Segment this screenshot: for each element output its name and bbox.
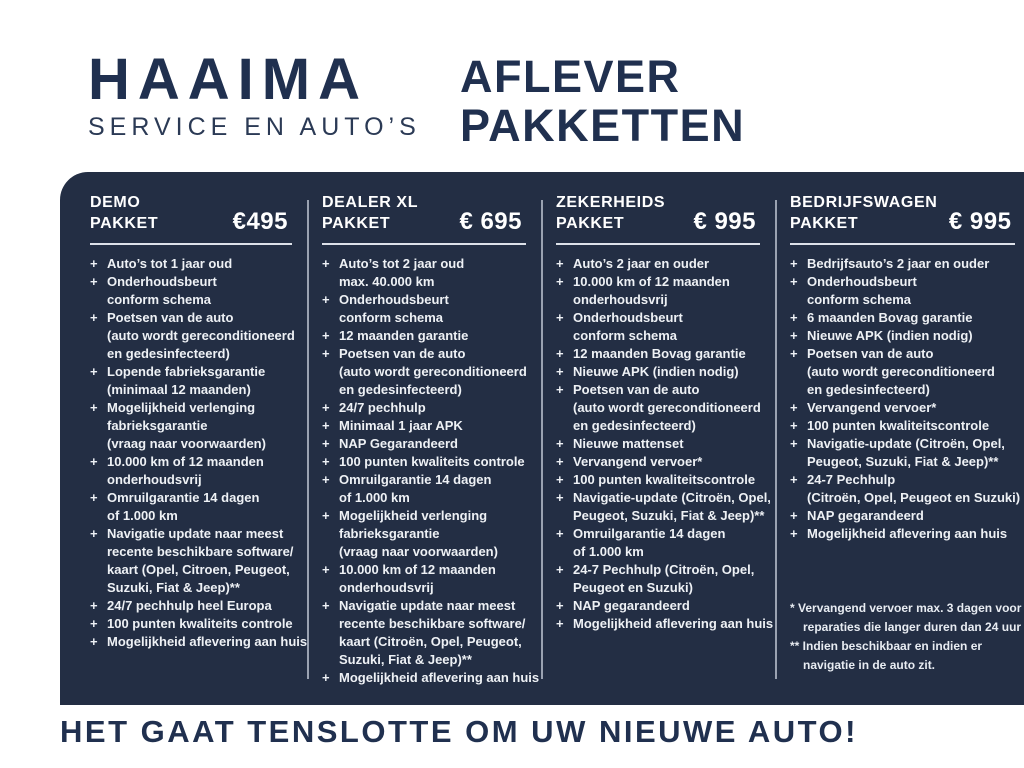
plus-icon: + xyxy=(556,598,564,613)
package-item xyxy=(790,327,1021,345)
package-item-text: Vervangend vervoer* xyxy=(807,400,937,415)
plus-icon: + xyxy=(90,400,98,415)
package-title-line1: DEALER XL xyxy=(322,194,419,211)
package-item-text: 10.000 km of 12 maanden xyxy=(107,454,264,469)
package-column xyxy=(60,192,308,687)
package-item xyxy=(790,525,1021,543)
plus-icon: + xyxy=(790,310,798,325)
plus-icon: + xyxy=(90,454,98,469)
package-item-continuation: Peugeot, Suzuki, Fiat & Jeep)** xyxy=(573,508,765,523)
package-item xyxy=(790,399,1021,417)
plus-icon: + xyxy=(90,598,98,613)
plus-icon: + xyxy=(556,382,564,397)
package-item xyxy=(790,273,1021,309)
package-item-text: Mogelijkheid verlenging xyxy=(107,400,256,415)
package-item-text: Poetsen van de auto xyxy=(807,346,934,361)
plus-icon: + xyxy=(790,436,798,451)
package-item-text: NAP gegarandeerd xyxy=(573,598,690,613)
package-item-continuation: of 1.000 km xyxy=(573,544,644,559)
package-item-text: 10.000 km of 12 maanden xyxy=(573,274,730,289)
package-item-continuation: (minimaal 12 maanden) xyxy=(107,382,251,397)
plus-icon: + xyxy=(556,346,564,361)
package-item-line xyxy=(556,273,766,291)
package-item xyxy=(790,417,1021,435)
package-item-continuation: (auto wordt gereconditioneerd xyxy=(339,364,527,379)
package-item-line xyxy=(322,561,532,579)
package-item-text: 24-7 Pechhulp (Citroën, Opel, xyxy=(573,562,755,577)
package-item-text: 10.000 km of 12 maanden xyxy=(339,562,496,577)
plus-icon: + xyxy=(90,526,98,541)
package-item-continuation: recente beschikbare software/ xyxy=(107,544,294,559)
package-item-continuation: onderhoudsvrij xyxy=(573,292,668,307)
package-item-continuation: (vraag naar voorwaarden) xyxy=(107,436,266,451)
plus-icon: + xyxy=(322,400,330,415)
package-item-text: Onderhoudsbeurt xyxy=(107,274,217,289)
package-header xyxy=(790,192,1021,234)
plus-icon: + xyxy=(790,472,798,487)
package-item-list xyxy=(556,255,774,633)
package-item xyxy=(322,417,532,435)
package-item-continuation: of 1.000 km xyxy=(339,490,410,505)
footnote-continuation: navigatie in de auto zit. xyxy=(803,658,936,672)
logo-name: HAAIMA xyxy=(88,47,368,112)
package-item-line xyxy=(322,597,532,615)
package-item-line xyxy=(556,597,766,615)
plus-icon: + xyxy=(322,454,330,469)
footnotes xyxy=(790,599,1021,675)
package-title-line1: DEMO xyxy=(90,194,141,211)
package-item xyxy=(90,597,298,615)
package-item xyxy=(790,255,1021,273)
package-item-line xyxy=(790,435,1021,453)
package-item xyxy=(556,255,766,273)
package-item xyxy=(790,471,1021,507)
package-item xyxy=(556,273,766,309)
package-item-text: 24/7 pechhulp xyxy=(339,400,426,415)
package-item-line xyxy=(790,273,1021,291)
package-title-line2: PAKKET xyxy=(556,215,625,232)
plus-icon: + xyxy=(322,292,330,307)
plus-icon: + xyxy=(322,598,330,613)
package-item-continuation: en gedesinfecteerd) xyxy=(807,382,930,397)
package-item xyxy=(322,453,532,471)
package-item-text: Auto’s 2 jaar en ouder xyxy=(573,256,710,271)
package-item-line xyxy=(556,453,766,471)
package-item-line xyxy=(90,309,298,327)
plus-icon: + xyxy=(90,274,98,289)
package-item-line xyxy=(90,399,298,417)
plus-icon: + xyxy=(90,310,98,325)
package-item-continuation: kaart (Citroën, Opel, Peugeot, xyxy=(339,634,522,649)
plus-icon: + xyxy=(322,328,330,343)
package-item-text: 12 maanden Bovag garantie xyxy=(573,346,746,361)
package-item xyxy=(322,399,532,417)
plus-icon: + xyxy=(90,490,98,505)
package-item-continuation: (auto wordt gereconditioneerd xyxy=(107,328,295,343)
package-item-line xyxy=(556,363,766,381)
company-logo xyxy=(88,47,421,142)
package-item-text: NAP gegarandeerd xyxy=(807,508,924,523)
package-item-line xyxy=(322,471,532,489)
package-price: € 695 xyxy=(459,208,522,235)
package-item-line xyxy=(790,471,1021,489)
plus-icon: + xyxy=(556,526,564,541)
package-item xyxy=(90,489,298,525)
package-item-line xyxy=(90,489,298,507)
package-item-text: Navigatie update naar meest xyxy=(107,526,284,541)
plus-icon: + xyxy=(90,364,98,379)
plus-icon: + xyxy=(322,418,330,433)
package-item-text: Poetsen van de auto xyxy=(339,346,466,361)
package-rule xyxy=(322,243,526,245)
package-item-line xyxy=(90,633,308,651)
package-item-continuation: onderhoudsvrij xyxy=(339,580,434,595)
package-title-line1: ZEKERHEIDS xyxy=(556,194,666,211)
package-item-text: Mogelijkheid aflevering aan huis xyxy=(807,526,1008,541)
package-title-line2: PAKKET xyxy=(790,215,859,232)
package-item xyxy=(90,309,298,363)
package-item-text: Nieuwe mattenset xyxy=(573,436,684,451)
package-item-continuation: en gedesinfecteerd) xyxy=(339,382,462,397)
package-item-text: NAP Gegarandeerd xyxy=(339,436,458,451)
plus-icon: + xyxy=(556,364,564,379)
package-item-line xyxy=(90,597,298,615)
package-item-line xyxy=(556,561,766,579)
package-title-line1: BEDRIJFSWAGEN xyxy=(790,194,938,211)
package-item xyxy=(556,435,766,453)
package-rule xyxy=(556,243,760,245)
package-item-continuation: Suzuki, Fiat & Jeep)** xyxy=(107,580,240,595)
package-item xyxy=(556,363,766,381)
plus-icon: + xyxy=(790,256,798,271)
package-item-line xyxy=(790,507,1021,525)
plus-icon: + xyxy=(556,490,564,505)
package-item-text: Navigatie-update (Citroën, Opel, xyxy=(807,436,1005,451)
package-item-line xyxy=(556,471,766,489)
package-item xyxy=(790,309,1021,327)
package-item-continuation: fabrieksgarantie xyxy=(339,526,440,541)
package-column xyxy=(776,192,1024,687)
package-item-continuation: Suzuki, Fiat & Jeep)** xyxy=(339,652,472,667)
package-item-line xyxy=(790,345,1021,363)
package-item xyxy=(556,345,766,363)
package-item xyxy=(790,345,1021,399)
package-item-continuation: (auto wordt gereconditioneerd xyxy=(807,364,995,379)
package-header xyxy=(90,192,298,234)
page-title-line1: AFLEVER xyxy=(460,51,681,102)
package-item xyxy=(322,669,540,687)
package-item-list xyxy=(790,255,1021,543)
plus-icon: + xyxy=(322,346,330,361)
package-item-text: Mogelijkheid aflevering aan huis xyxy=(107,634,308,649)
package-item-line xyxy=(322,417,532,435)
plus-icon: + xyxy=(790,346,798,361)
package-item xyxy=(90,273,298,309)
package-item xyxy=(90,453,298,489)
tagline: HET GAAT TENSLOTTE OM UW NIEUWE AUTO! xyxy=(60,714,858,749)
package-item-line xyxy=(790,417,1021,435)
package-item-continuation: (auto wordt gereconditioneerd xyxy=(573,400,761,415)
plus-icon: + xyxy=(556,562,564,577)
package-item xyxy=(790,507,1021,525)
package-item-line xyxy=(556,255,766,273)
package-item-line xyxy=(90,615,298,633)
plus-icon: + xyxy=(322,436,330,451)
footnote-line: * Vervangend vervoer max. 3 dagen voor xyxy=(790,601,1022,615)
package-item-text: 100 punten kwaliteits controle xyxy=(107,616,293,631)
package-item-text: 6 maanden Bovag garantie xyxy=(807,310,973,325)
plus-icon: + xyxy=(556,256,564,271)
package-item-line xyxy=(90,273,298,291)
package-rule xyxy=(790,243,1015,245)
package-item-line xyxy=(90,453,298,471)
plus-icon: + xyxy=(790,328,798,343)
package-item-text: Minimaal 1 jaar APK xyxy=(339,418,463,433)
package-item xyxy=(322,291,532,327)
package-item-line xyxy=(790,399,1021,417)
package-item-text: Vervangend vervoer* xyxy=(573,454,703,469)
package-item xyxy=(90,363,298,399)
package-item-line xyxy=(556,381,766,399)
package-item-text: 100 punten kwaliteitscontrole xyxy=(807,418,990,433)
package-item xyxy=(90,633,308,651)
package-item-line xyxy=(556,615,774,633)
package-header xyxy=(322,192,532,234)
package-item-text: 100 punten kwaliteitscontrole xyxy=(573,472,756,487)
plus-icon: + xyxy=(790,418,798,433)
package-item-line xyxy=(556,309,766,327)
package-item-continuation: conform schema xyxy=(339,310,444,325)
package-item-text: Poetsen van de auto xyxy=(573,382,700,397)
package-item-line xyxy=(322,291,532,309)
package-item-continuation: conform schema xyxy=(107,292,212,307)
footnote-line: ** Indien beschikbaar en indien er xyxy=(790,639,983,653)
plus-icon: + xyxy=(90,256,98,271)
package-item-text: Mogelijkheid verlenging xyxy=(339,508,488,523)
package-item-text: Nieuwe APK (indien nodig) xyxy=(573,364,739,379)
plus-icon: + xyxy=(556,616,564,631)
package-item xyxy=(556,489,771,525)
package-item xyxy=(322,327,532,345)
package-item-line xyxy=(556,525,766,543)
package-item-line xyxy=(90,363,298,381)
package-item-line xyxy=(790,525,1021,543)
package-column xyxy=(542,192,776,687)
package-item-continuation: en gedesinfecteerd) xyxy=(107,346,230,361)
package-item xyxy=(322,471,532,507)
package-item-line xyxy=(556,345,766,363)
package-item-continuation: conform schema xyxy=(807,292,912,307)
package-item-line xyxy=(322,345,532,363)
package-price: €495 xyxy=(232,208,288,235)
packages-panel xyxy=(60,172,1024,705)
package-item-text: Onderhoudsbeurt xyxy=(807,274,917,289)
plus-icon: + xyxy=(322,670,330,685)
package-item-continuation: (vraag naar voorwaarden) xyxy=(339,544,498,559)
package-item-continuation: recente beschikbare software/ xyxy=(339,616,526,631)
package-item xyxy=(90,399,298,453)
package-item-continuation: en gedesinfecteerd) xyxy=(573,418,696,433)
package-header xyxy=(556,192,766,234)
package-item xyxy=(556,381,766,435)
package-item-text: Onderhoudsbeurt xyxy=(573,310,683,325)
package-item-text: Auto’s tot 1 jaar oud xyxy=(107,256,233,271)
package-item-line xyxy=(790,255,1021,273)
package-item-continuation: max. 40.000 km xyxy=(339,274,435,289)
plus-icon: + xyxy=(556,472,564,487)
package-item xyxy=(90,255,298,273)
package-item-continuation: conform schema xyxy=(573,328,678,343)
package-item xyxy=(556,309,766,345)
package-item-line xyxy=(790,327,1021,345)
package-price: € 995 xyxy=(948,208,1012,235)
package-item xyxy=(322,435,532,453)
package-item-line xyxy=(322,453,532,471)
plus-icon: + xyxy=(322,508,330,523)
package-item-continuation: Peugeot, Suzuki, Fiat & Jeep)** xyxy=(807,454,999,469)
package-item-continuation: (Citroën, Opel, Peugeot en Suzuki) xyxy=(807,490,1021,505)
package-item-continuation: of 1.000 km xyxy=(107,508,178,523)
package-item-continuation: kaart (Opel, Citroen, Peugeot, xyxy=(107,562,290,577)
package-item xyxy=(556,471,766,489)
package-item-continuation: fabrieksgarantie xyxy=(107,418,208,433)
package-item-text: Auto’s tot 2 jaar oud xyxy=(339,256,465,271)
plus-icon: + xyxy=(556,310,564,325)
package-item-text: 100 punten kwaliteits controle xyxy=(339,454,525,469)
package-item xyxy=(556,597,766,615)
package-rule xyxy=(90,243,292,245)
package-column xyxy=(308,192,542,687)
package-item-list xyxy=(322,255,540,687)
page-title-line2: PAKKETTEN xyxy=(460,100,746,151)
plus-icon: + xyxy=(322,256,330,271)
package-item-line xyxy=(322,327,532,345)
package-item-line xyxy=(322,255,532,273)
package-item xyxy=(556,615,774,633)
package-item-text: Bedrijfsauto’s 2 jaar en ouder xyxy=(807,256,990,271)
package-item xyxy=(322,507,532,561)
logo-subtitle: SERVICE EN AUTO’S xyxy=(88,112,421,141)
package-item-continuation: onderhoudsvrij xyxy=(107,472,202,487)
package-price: € 995 xyxy=(693,208,756,235)
package-item xyxy=(556,453,766,471)
plus-icon: + xyxy=(322,472,330,487)
package-item-line xyxy=(322,435,532,453)
package-item-line xyxy=(322,507,532,525)
package-item-text: Navigatie update naar meest xyxy=(339,598,516,613)
plus-icon: + xyxy=(790,526,798,541)
package-item-line xyxy=(322,669,540,687)
package-item-text: Onderhoudsbeurt xyxy=(339,292,449,307)
package-item-text: Lopende fabrieksgarantie xyxy=(107,364,266,379)
package-item-text: 24-7 Pechhulp xyxy=(807,472,896,487)
package-item-text: Mogelijkheid aflevering aan huis xyxy=(339,670,540,685)
package-item-continuation: Peugeot en Suzuki) xyxy=(573,580,693,595)
package-item xyxy=(556,561,766,597)
package-item-text: 24/7 pechhulp heel Europa xyxy=(107,598,272,613)
package-item-text: 12 maanden garantie xyxy=(339,328,469,343)
plus-icon: + xyxy=(790,274,798,289)
plus-icon: + xyxy=(556,454,564,469)
package-item-line xyxy=(556,489,771,507)
package-item-line xyxy=(790,309,1021,327)
package-item xyxy=(90,525,298,597)
package-title-line2: PAKKET xyxy=(90,215,159,232)
package-item-text: Omruilgarantie 14 dagen xyxy=(573,526,726,541)
package-item-line xyxy=(90,255,298,273)
package-item-line xyxy=(556,435,766,453)
plus-icon: + xyxy=(90,634,98,649)
package-item-text: Poetsen van de auto xyxy=(107,310,234,325)
package-item-text: Omruilgarantie 14 dagen xyxy=(107,490,260,505)
plus-icon: + xyxy=(322,562,330,577)
package-item xyxy=(556,525,766,561)
package-item xyxy=(322,345,532,399)
package-item-line xyxy=(322,399,532,417)
package-item-text: Omruilgarantie 14 dagen xyxy=(339,472,492,487)
plus-icon: + xyxy=(90,616,98,631)
plus-icon: + xyxy=(790,400,798,415)
footnote-continuation: reparaties die langer duren dan 24 uur xyxy=(803,620,1022,634)
package-item xyxy=(322,255,532,291)
package-item-text: Mogelijkheid aflevering aan huis xyxy=(573,616,774,631)
package-item-text: Nieuwe APK (indien nodig) xyxy=(807,328,973,343)
plus-icon: + xyxy=(556,274,564,289)
package-item xyxy=(790,435,1021,471)
package-item-line xyxy=(90,525,298,543)
package-item-list xyxy=(90,255,308,651)
package-item xyxy=(322,597,532,669)
package-item-text: Navigatie-update (Citroën, Opel, xyxy=(573,490,771,505)
plus-icon: + xyxy=(556,436,564,451)
plus-icon: + xyxy=(790,508,798,523)
package-item xyxy=(90,615,298,633)
page-title xyxy=(460,52,745,150)
package-title-line2: PAKKET xyxy=(322,215,391,232)
package-item xyxy=(322,561,532,597)
